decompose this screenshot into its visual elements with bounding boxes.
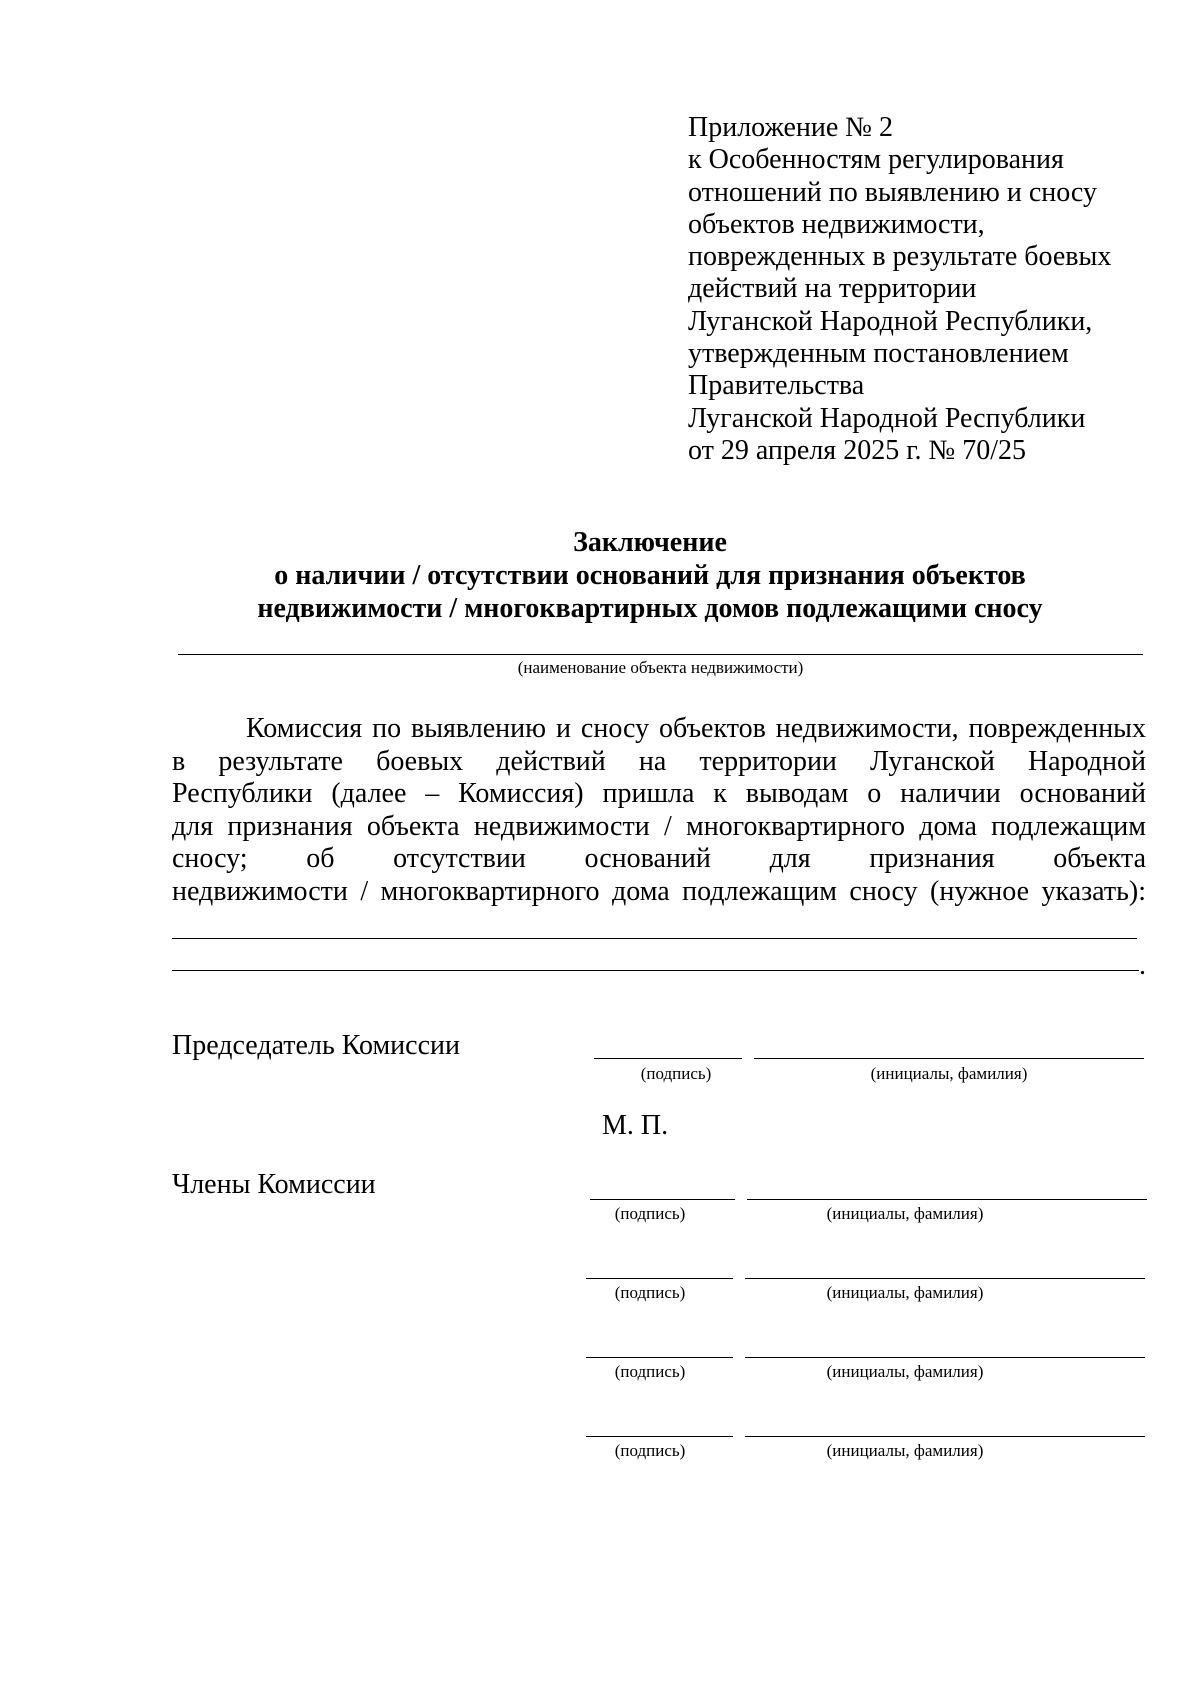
document-title: Заключение xyxy=(573,527,727,558)
members-label: Члены Комиссии xyxy=(172,1169,376,1200)
appendix-line: объектов недвижимости, xyxy=(688,208,985,240)
conclusion-line xyxy=(172,938,1137,939)
appendix-line: поврежденных в результате боевых xyxy=(688,241,1112,273)
object-name-caption: (наименование объекта недвижимости) xyxy=(517,658,804,677)
member-name-caption: (инициалы, фамилия) xyxy=(826,1283,984,1302)
paragraph-line: в результате боевых действий на территории Луганской Народной xyxy=(172,745,1146,777)
appendix-line: действий на территории xyxy=(688,273,977,305)
member-name-caption: (инициалы, фамилия) xyxy=(826,1204,984,1223)
member-signature-line xyxy=(586,1436,733,1437)
member-name-line xyxy=(745,1357,1145,1358)
stamp-place: М. П. xyxy=(602,1110,669,1141)
member-signature-caption: (подпись) xyxy=(614,1283,686,1302)
member-signature-caption: (подпись) xyxy=(614,1441,686,1460)
chairman-label: Председатель Комиссии xyxy=(172,1030,460,1061)
object-name-line xyxy=(178,654,1143,655)
conclusion-line xyxy=(172,970,1139,971)
member-signature-line xyxy=(590,1199,735,1200)
chairman-name-line xyxy=(754,1058,1144,1059)
member-name-line xyxy=(745,1436,1145,1437)
appendix-line: Правительства xyxy=(688,370,865,402)
document-subtitle-line-1: о наличии / отсутствии оснований для признания объектов xyxy=(274,560,1026,591)
member-signature-line xyxy=(586,1357,733,1358)
member-signature-caption: (подпись) xyxy=(614,1204,686,1223)
member-name-caption: (инициалы, фамилия) xyxy=(826,1362,984,1381)
appendix-line: Луганской Народной Республики xyxy=(688,402,1086,434)
member-name-caption: (инициалы, фамилия) xyxy=(826,1441,984,1460)
appendix-line: от 29 апреля 2025 г. № 70/25 xyxy=(688,434,1027,466)
member-signature-caption: (подпись) xyxy=(614,1362,686,1381)
conclusion-end-period: . xyxy=(1139,950,1146,981)
document-subtitle-line-2: недвижимости / многоквартирных домов подлежащими сносу xyxy=(257,593,1043,624)
member-name-line xyxy=(745,1278,1145,1279)
paragraph-line: для признания объекта недвижимости / многоквартирного дома подлежащим xyxy=(172,810,1146,842)
appendix-line: к Особенностям регулирования xyxy=(688,144,1064,176)
paragraph-line: Комиссия по выявлению и сносу объектов недвижимости, поврежденных xyxy=(246,713,1146,744)
appendix-line: Приложение № 2 xyxy=(688,112,893,143)
chairman-name-caption: (инициалы, фамилия) xyxy=(870,1064,1028,1083)
appendix-header xyxy=(688,112,1158,467)
appendix-line: утвержденным постановлением xyxy=(688,338,1069,370)
paragraph-line: сносу; об отсутствии оснований для признания объекта xyxy=(172,843,1146,874)
appendix-line: отношений по выявлению и сносу xyxy=(688,176,1097,208)
chairman-signature-caption: (подпись) xyxy=(640,1064,712,1083)
member-signature-line xyxy=(586,1278,733,1279)
paragraph-line: недвижимости / многоквартирного дома подлежащим сносу (нужное указать): xyxy=(172,875,1146,907)
body-paragraph xyxy=(172,713,1146,908)
paragraph-line: Республики (далее – Комиссия) пришла к выводам о наличии оснований xyxy=(172,778,1146,809)
member-name-line xyxy=(747,1199,1147,1200)
appendix-line: Луганской Народной Республики, xyxy=(688,305,1093,337)
chairman-signature-line xyxy=(594,1058,742,1059)
